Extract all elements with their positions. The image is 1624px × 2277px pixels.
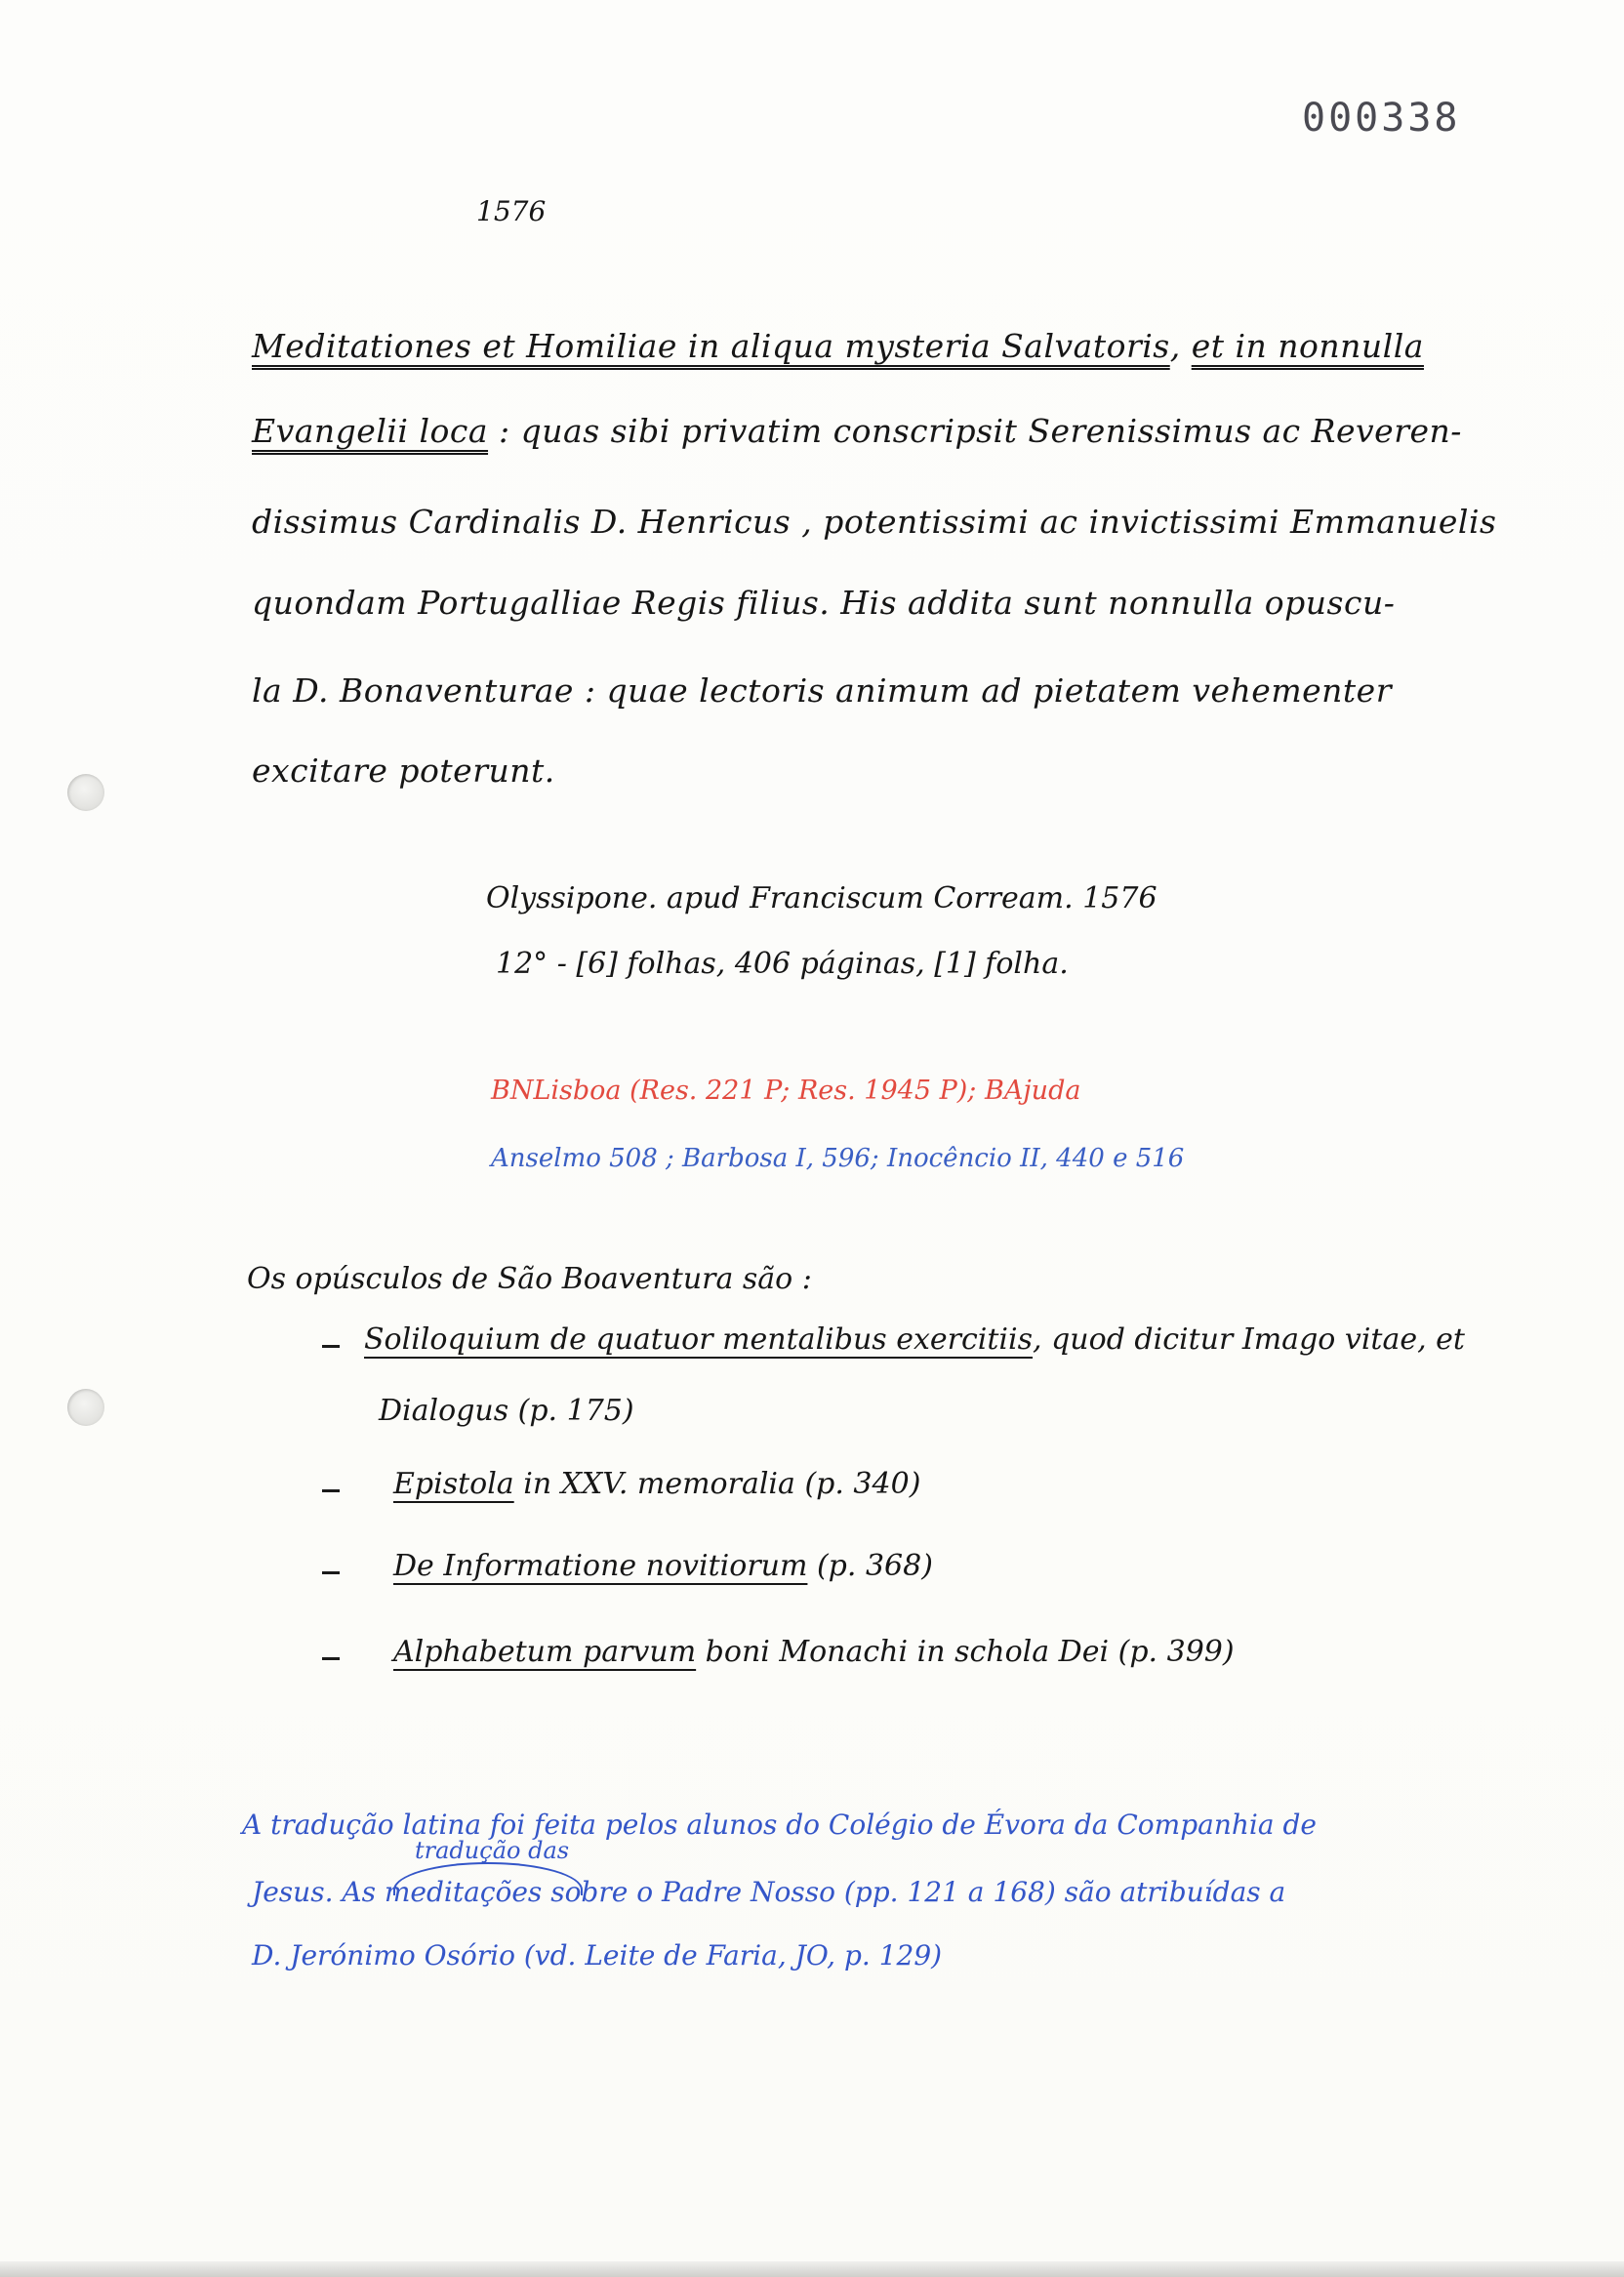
opusculum-item-4 (393, 1635, 1235, 1669)
opusculum-detail: boni Monachi in schola Dei (p. 399) (696, 1635, 1235, 1669)
punch-hole-top (67, 774, 104, 811)
opusculum-title: Soliloquium de quatuor mentalibus exercitiis (364, 1322, 1034, 1357)
note-line-1: A tradução latina foi feita pelos alunos do Colégio de Évora da Companhia de (242, 1809, 1317, 1841)
note-line-2-start: Jesus. As (252, 1876, 376, 1908)
imprint-place: Olyssipone. apud Franciscum Corream. 1576 (486, 881, 1157, 915)
note-line-3: D. Jerónimo Osório (vd. Leite de Faria, JO, p. 129) (252, 1939, 943, 1972)
punch-hole-bottom (67, 1389, 104, 1426)
title-line-4: quondam Portugalliae Regis filius. His addita sunt nonnulla opuscu- (252, 584, 1396, 622)
opusculum-detail: in XXV. memoralia (p. 340) (513, 1467, 921, 1501)
bibliographic-references: Anselmo 508 ; Barbosa I, 596; Inocêncio II, 440 e 516 (491, 1144, 1185, 1173)
page-number: 000338 (1302, 96, 1461, 141)
list-bullet-dash (322, 1345, 340, 1348)
opusculum-item-1 (364, 1322, 1465, 1357)
opusculum-title: Epistola (393, 1467, 514, 1501)
opuscula-heading: Os opúsculos de São Boaventura são : (247, 1262, 812, 1296)
opusculum-title: Alphabetum parvum (393, 1635, 697, 1669)
insertion-text: tradução das (415, 1837, 570, 1864)
paper-bottom-edge (0, 2261, 1624, 2277)
list-bullet-dash (322, 1571, 340, 1574)
imprint-format: 12° - [6] folhas, 406 páginas, [1] folha. (496, 947, 1069, 981)
holdings-libraries: BNLisboa (Res. 221 P; Res. 1945 P); BAjuda (491, 1076, 1081, 1106)
opusculum-title: De Informatione novitiorum (393, 1549, 808, 1583)
publication-year: 1576 (476, 195, 547, 227)
opusculum-detail: , quod dicitur Imago vitae, et (1033, 1322, 1465, 1357)
title-comma: , (1169, 327, 1192, 365)
title-line-3: dissimus Cardinalis D. Henricus , potentissimi ac invictissimi Emmanuelis (252, 503, 1497, 541)
opusculum-detail: (p. 368) (807, 1549, 933, 1583)
title-line-5: la D. Bonaventurae : quae lectoris animum ad pietatem vehementer (252, 671, 1392, 710)
title-line-6: excitare poterunt. (252, 752, 555, 790)
title-line-2-rest: : quas sibi privatim conscripsit Serenissimus ac Reveren- (488, 412, 1462, 450)
note-line-2 (252, 1876, 1285, 1908)
opusculum-item-3 (393, 1549, 933, 1583)
title-underlined-part-2: et in nonnulla (1191, 327, 1424, 365)
note-line-2-rest: meditações sobre o Padre Nosso (pp. 121 a 168) são atribuídas a (384, 1876, 1286, 1908)
title-underlined-part-1: Meditationes et Homiliae in aliqua mysteria Salvatoris (252, 327, 1170, 365)
opusculum-item-2 (393, 1467, 920, 1501)
title-line-1 (252, 327, 1424, 365)
title-line-2 (252, 412, 1462, 450)
title-underlined-part-3: Evangelii loca (252, 412, 489, 450)
list-bullet-dash (322, 1657, 340, 1660)
list-bullet-dash (322, 1489, 340, 1492)
opusculum-item-1-continuation: Dialogus (p. 175) (379, 1394, 634, 1428)
